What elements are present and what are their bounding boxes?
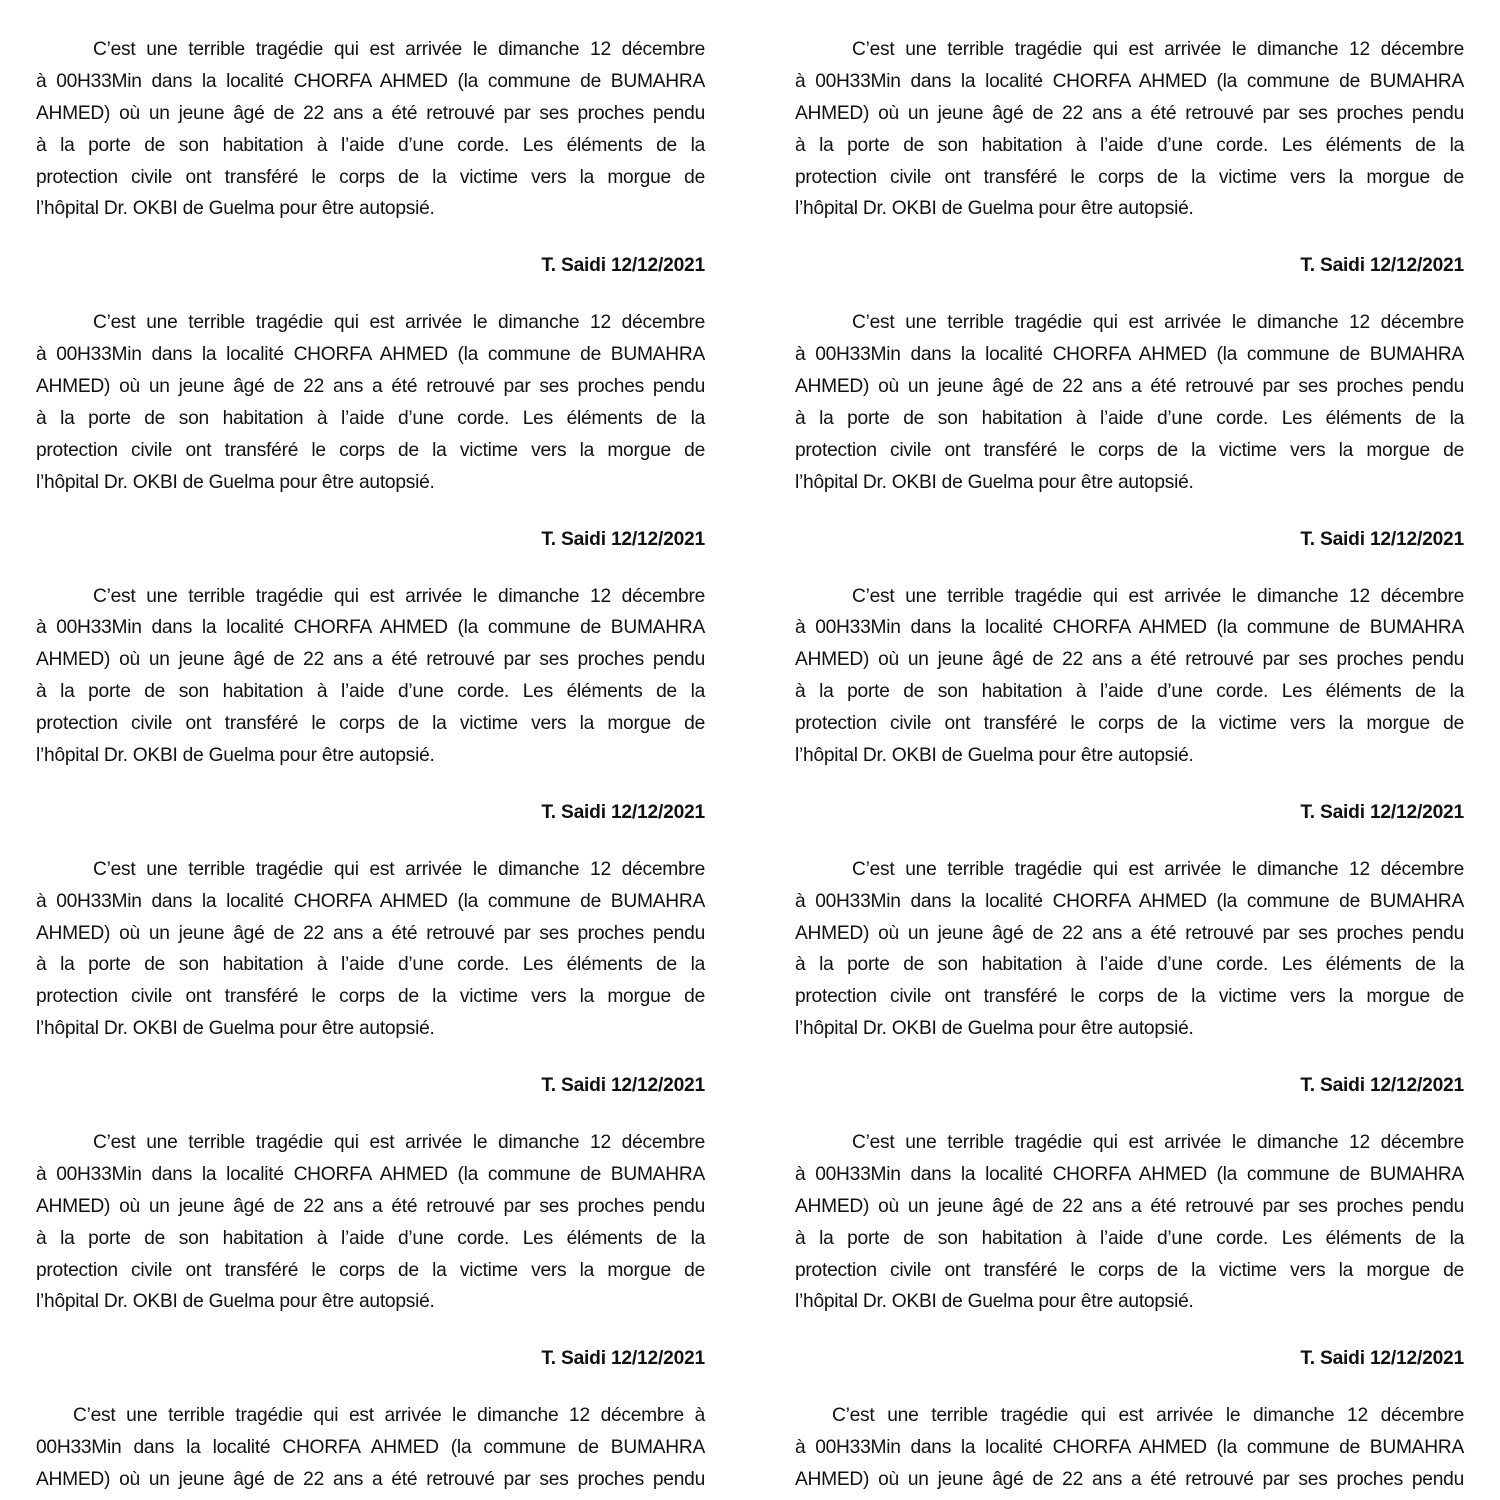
paragraph-line: l’hôpital Dr. OKBI de Guelma pour être autopsié. <box>36 1018 435 1040</box>
paragraph-line: à 00H33Min dans la localité CHORFA AHMED (la commune de BUMAHRA <box>36 890 705 912</box>
author-signature: T. Saidi 12/12/2021 <box>1300 1348 1464 1370</box>
paragraph-line: protection civile ont transféré le corps de la victime vers la morgue de <box>36 986 705 1008</box>
author-signature: T. Saidi 12/12/2021 <box>541 528 705 550</box>
paragraph-line: AHMED) où un jeune âgé de 22 ans a été retrouvé par ses proches pendu <box>36 1469 705 1491</box>
news-article <box>795 581 1464 829</box>
paragraph-line: à la porte de son habitation à l’aide d’une corde. Les éléments de la <box>36 681 705 703</box>
right-column <box>795 34 1464 1496</box>
paragraph-first-line: C’est une terrible tragédie qui est arrivée le dimanche 12 décembre <box>852 858 1464 880</box>
paragraph-first-line: C’est une terrible tragédie qui est arrivée le dimanche 12 décembre <box>93 312 705 334</box>
paragraph-line: l’hôpital Dr. OKBI de Guelma pour être autopsié. <box>36 1291 435 1313</box>
paragraph-line: protection civile ont transféré le corps de la victime vers la morgue de <box>795 986 1464 1008</box>
paragraph-line: à 00H33Min dans la localité CHORFA AHMED (la commune de BUMAHRA <box>795 1437 1464 1459</box>
paragraph-line: à la porte de son habitation à l’aide d’une corde. Les éléments de la <box>36 134 705 156</box>
paragraph-line: à la porte de son habitation à l’aide d’une corde. Les éléments de la <box>36 407 705 429</box>
paragraph-line: l’hôpital Dr. OKBI de Guelma pour être autopsié. <box>36 198 435 220</box>
paragraph-line: AHMED) où un jeune âgé de 22 ans a été retrouvé par ses proches pendu <box>36 376 705 398</box>
author-signature: T. Saidi 12/12/2021 <box>541 255 705 277</box>
author-signature: T. Saidi 12/12/2021 <box>541 1348 705 1370</box>
paragraph-first-line: C’est une terrible tragédie qui est arrivée le dimanche 12 décembre <box>852 585 1464 607</box>
paragraph-line: l’hôpital Dr. OKBI de Guelma pour être autopsié. <box>795 471 1194 493</box>
paragraph-line: l’hôpital Dr. OKBI de Guelma pour être autopsié. <box>795 1018 1194 1040</box>
paragraph-line: AHMED) où un jeune âgé de 22 ans a été retrouvé par ses proches pendu <box>36 1195 705 1217</box>
paragraph-line: à la porte de son habitation à l’aide d’une corde. Les éléments de la <box>795 1227 1464 1249</box>
news-article <box>36 1127 705 1375</box>
news-article <box>795 1400 1464 1496</box>
author-signature: T. Saidi 12/12/2021 <box>1300 801 1464 823</box>
left-column <box>36 34 705 1496</box>
news-article <box>36 1400 705 1496</box>
paragraph-line: à la porte de son habitation à l’aide d’une corde. Les éléments de la <box>795 407 1464 429</box>
paragraph-line: l’hôpital Dr. OKBI de Guelma pour être autopsié. <box>795 198 1194 220</box>
paragraph-line: à 00H33Min dans la localité CHORFA AHMED (la commune de BUMAHRA <box>795 344 1464 366</box>
paragraph-line: l’hôpital Dr. OKBI de Guelma pour être autopsié. <box>36 471 435 493</box>
paragraph-line: l’hôpital Dr. OKBI de Guelma pour être autopsié. <box>795 1291 1194 1313</box>
paragraph-first-line: C’est une terrible tragédie qui est arrivée le dimanche 12 décembre <box>852 312 1464 334</box>
paragraph-line: à 00H33Min dans la localité CHORFA AHMED (la commune de BUMAHRA <box>795 70 1464 92</box>
author-signature: T. Saidi 12/12/2021 <box>541 801 705 823</box>
news-article <box>795 34 1464 282</box>
paragraph-line: à la porte de son habitation à l’aide d’une corde. Les éléments de la <box>795 954 1464 976</box>
paragraph-line: à la porte de son habitation à l’aide d’une corde. Les éléments de la <box>795 681 1464 703</box>
paragraph-line: à 00H33Min dans la localité CHORFA AHMED (la commune de BUMAHRA <box>36 617 705 639</box>
news-article <box>36 854 705 1102</box>
paragraph-line: AHMED) où un jeune âgé de 22 ans a été retrouvé par ses proches pendu <box>795 1195 1464 1217</box>
paragraph-line: à la porte de son habitation à l’aide d’une corde. Les éléments de la <box>36 1227 705 1249</box>
paragraph-line: 00H33Min dans la localité CHORFA AHMED (la commune de BUMAHRA <box>36 1437 705 1459</box>
news-article <box>795 1127 1464 1375</box>
news-article <box>36 581 705 829</box>
paragraph-first-line: C’est une terrible tragédie qui est arrivée le dimanche 12 décembre à <box>73 1405 705 1427</box>
paragraph-line: l’hôpital Dr. OKBI de Guelma pour être autopsié. <box>795 744 1194 766</box>
paragraph-line: à la porte de son habitation à l’aide d’une corde. Les éléments de la <box>795 134 1464 156</box>
author-signature: T. Saidi 12/12/2021 <box>1300 255 1464 277</box>
paragraph-line: à 00H33Min dans la localité CHORFA AHMED (la commune de BUMAHRA <box>36 344 705 366</box>
paragraph-line: AHMED) où un jeune âgé de 22 ans a été retrouvé par ses proches pendu <box>795 376 1464 398</box>
news-article <box>795 854 1464 1102</box>
paragraph-line: AHMED) où un jeune âgé de 22 ans a été retrouvé par ses proches pendu <box>795 649 1464 671</box>
paragraph-line: à 00H33Min dans la localité CHORFA AHMED (la commune de BUMAHRA <box>795 890 1464 912</box>
paragraph-line: l’hôpital Dr. OKBI de Guelma pour être autopsié. <box>36 744 435 766</box>
paragraph-line: AHMED) où un jeune âgé de 22 ans a été retrouvé par ses proches pendu <box>36 649 705 671</box>
paragraph-line: AHMED) où un jeune âgé de 22 ans a été retrouvé par ses proches pendu <box>795 102 1464 124</box>
news-article <box>795 307 1464 555</box>
author-signature: T. Saidi 12/12/2021 <box>541 1075 705 1097</box>
paragraph-first-line: C’est une terrible tragédie qui est arrivée le dimanche 12 décembre <box>852 1132 1464 1153</box>
paragraph-line: protection civile ont transféré le corps de la victime vers la morgue de <box>795 166 1464 188</box>
paragraph-line: à la porte de son habitation à l’aide d’une corde. Les éléments de la <box>36 954 705 976</box>
paragraph-first-line: C’est une terrible tragédie qui est arrivée le dimanche 12 décembre <box>93 858 705 880</box>
paragraph-first-line: C’est une terrible tragédie qui est arrivée le dimanche 12 décembre <box>93 1132 705 1153</box>
paragraph-line: AHMED) où un jeune âgé de 22 ans a été retrouvé par ses proches pendu <box>795 922 1464 944</box>
paragraph-line: protection civile ont transféré le corps de la victime vers la morgue de <box>795 1259 1464 1281</box>
paragraph-line: protection civile ont transféré le corps de la victime vers la morgue de <box>795 439 1464 461</box>
news-article <box>36 307 705 555</box>
paragraph-line: à 00H33Min dans la localité CHORFA AHMED (la commune de BUMAHRA <box>795 1163 1464 1185</box>
paragraph-first-line: C’est une terrible tragédie qui est arrivée le dimanche 12 décembre <box>852 39 1464 60</box>
paragraph-line: protection civile ont transféré le corps de la victime vers la morgue de <box>36 1259 705 1281</box>
paragraph-line: à 00H33Min dans la localité CHORFA AHMED (la commune de BUMAHRA <box>795 617 1464 639</box>
news-article <box>36 34 705 282</box>
paragraph-line: AHMED) où un jeune âgé de 22 ans a été retrouvé par ses proches pendu <box>795 1469 1464 1491</box>
paragraph-first-line: C’est une terrible tragédie qui est arrivée le dimanche 12 décembre <box>93 39 705 60</box>
paragraph-first-line: C’est une terrible tragédie qui est arrivée le dimanche 12 décembre <box>93 585 705 607</box>
paragraph-line: protection civile ont transféré le corps de la victime vers la morgue de <box>36 713 705 735</box>
paragraph-line: protection civile ont transféré le corps de la victime vers la morgue de <box>36 439 705 461</box>
paragraph-line: protection civile ont transféré le corps de la victime vers la morgue de <box>795 713 1464 735</box>
author-signature: T. Saidi 12/12/2021 <box>1300 528 1464 550</box>
paragraph-line: AHMED) où un jeune âgé de 22 ans a été retrouvé par ses proches pendu <box>36 922 705 944</box>
paragraph-line: à 00H33Min dans la localité CHORFA AHMED (la commune de BUMAHRA <box>36 1163 705 1185</box>
author-signature: T. Saidi 12/12/2021 <box>1300 1075 1464 1097</box>
paragraph-first-line: C’est une terrible tragédie qui est arrivée le dimanche 12 décembre <box>832 1405 1464 1427</box>
paragraph-line: AHMED) où un jeune âgé de 22 ans a été retrouvé par ses proches pendu <box>36 102 705 124</box>
paragraph-line: à 00H33Min dans la localité CHORFA AHMED (la commune de BUMAHRA <box>36 70 705 92</box>
paragraph-line: protection civile ont transféré le corps de la victime vers la morgue de <box>36 166 705 188</box>
